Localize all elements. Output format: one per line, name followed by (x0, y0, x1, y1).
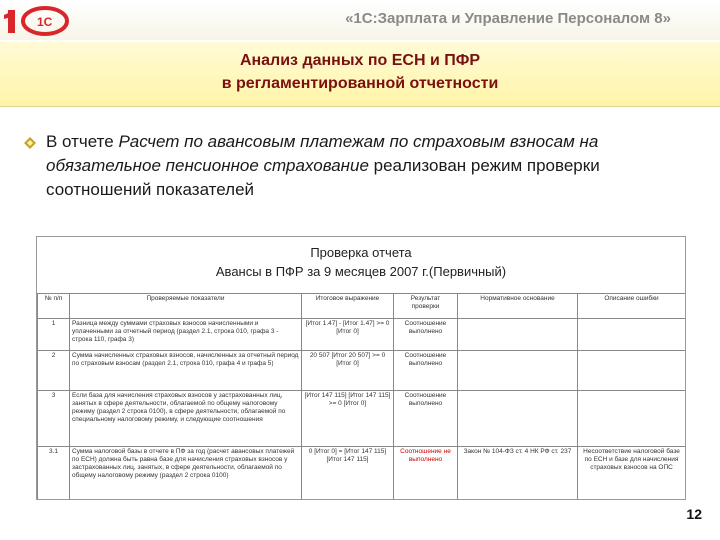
table-cell: 3.1 (38, 447, 70, 501)
report-subtitle: Авансы в ПФР за 9 месяцев 2007 г.(Первичный) (215, 264, 507, 279)
bullet-prefix: В отчете (46, 132, 119, 151)
report-screenshot (36, 236, 686, 500)
title-band (0, 42, 720, 107)
table-cell (578, 391, 686, 447)
table-header-row (38, 294, 686, 319)
logo-1c-icon (4, 5, 70, 37)
page-number: 12 (686, 506, 702, 522)
table-cell: [Итог 147 115] [Итог 147 115] >= 0 [Итог 0] (302, 391, 394, 447)
table-row (38, 351, 686, 391)
column-header: Результат проверки (394, 294, 458, 319)
product-title: «1С:Зарплата и Управление Персоналом 8» (345, 10, 671, 27)
diamond-bullet-icon (24, 137, 36, 149)
check-table (37, 293, 686, 500)
table-cell-error: Соотношение не выполнено (394, 447, 458, 501)
table-cell: 1 (38, 319, 70, 351)
table-cell: Закон № 104-ФЗ ст. 4 НК РФ ст. 237 (458, 447, 578, 501)
table-cell: Если база для начисления страховых взносов у застрахованных лиц, занятых в сфере деятельности, облагаемой по общему налоговому режиму (раздел 2 строка 0100), в сфере деятельности, облагаемой по специальному налоговому режиму, и следующие соотношения (70, 391, 302, 447)
table-cell: [Итог 1.47] - [Итог 1.47] >= 0 [Итог 0] (302, 319, 394, 351)
table-cell: 0 [Итог 0] = [Итог 147 115] [Итог 147 115] (302, 447, 394, 501)
table-cell: Сумма начисленных страховых взносов, начисленных за отчетный период по страховым взносам (раздел 2.1, строка 010, графа 4 и графа 5) (70, 351, 302, 391)
column-header: Итоговое выражение (302, 294, 394, 319)
table-cell: 20 507 [Итог 20 507] >= 0 [Итог 0] (302, 351, 394, 391)
table-row (38, 447, 686, 501)
table-cell: 2 (38, 351, 70, 391)
table-cell: Соотношение выполнено (394, 351, 458, 391)
bullet-suffix: реализован режим проверки соотношений показателей (46, 156, 600, 199)
column-header: Нормативное основание (458, 294, 578, 319)
slide-title-line2: в регламентированной отчетности (221, 75, 499, 92)
table-cell (578, 351, 686, 391)
bullet-text (46, 130, 706, 202)
report-title: Проверка отчета (310, 245, 412, 260)
table-cell (458, 351, 578, 391)
table-cell: 3 (38, 391, 70, 447)
bullet-report-name: Расчет по авансовым платежам по страховым взносам на обязательное пенсионное страхование (46, 132, 599, 175)
table-cell (578, 319, 686, 351)
column-header: Описание ошибки (578, 294, 686, 319)
table-cell: Сумма налоговой базы в отчете в ПФ за год (расчет авансовых платежей по ЕСН) должна быть равна базе для начисления страховых взносов у застрахованных лиц, занятых, в сфере деятельности, облагаемой по общему налоговому режиму (раздел 2 строка 0100) (70, 447, 302, 501)
table-cell: Соотношение выполнено (394, 319, 458, 351)
table-cell (458, 319, 578, 351)
slide-title-line1: Анализ данных по ЕСН и ПФР (239, 52, 481, 69)
table-row (38, 391, 686, 447)
table-row (38, 319, 686, 351)
column-header: № п/п (38, 294, 70, 319)
logo-text: 1С (37, 15, 53, 29)
table-cell: Соотношение выполнено (394, 391, 458, 447)
column-header: Проверяемые показатели (70, 294, 302, 319)
table-cell: Разница между суммами страховых взносов начисленными и уплаченными за отчетный период (раздел 2.1, строка 010, графа 3 - строка 110, графа 3) (70, 319, 302, 351)
table-cell: Несоответствие налоговой базе по ЕСН и базе для начисления страховых взносов на ОПС (578, 447, 686, 501)
table-cell (458, 391, 578, 447)
